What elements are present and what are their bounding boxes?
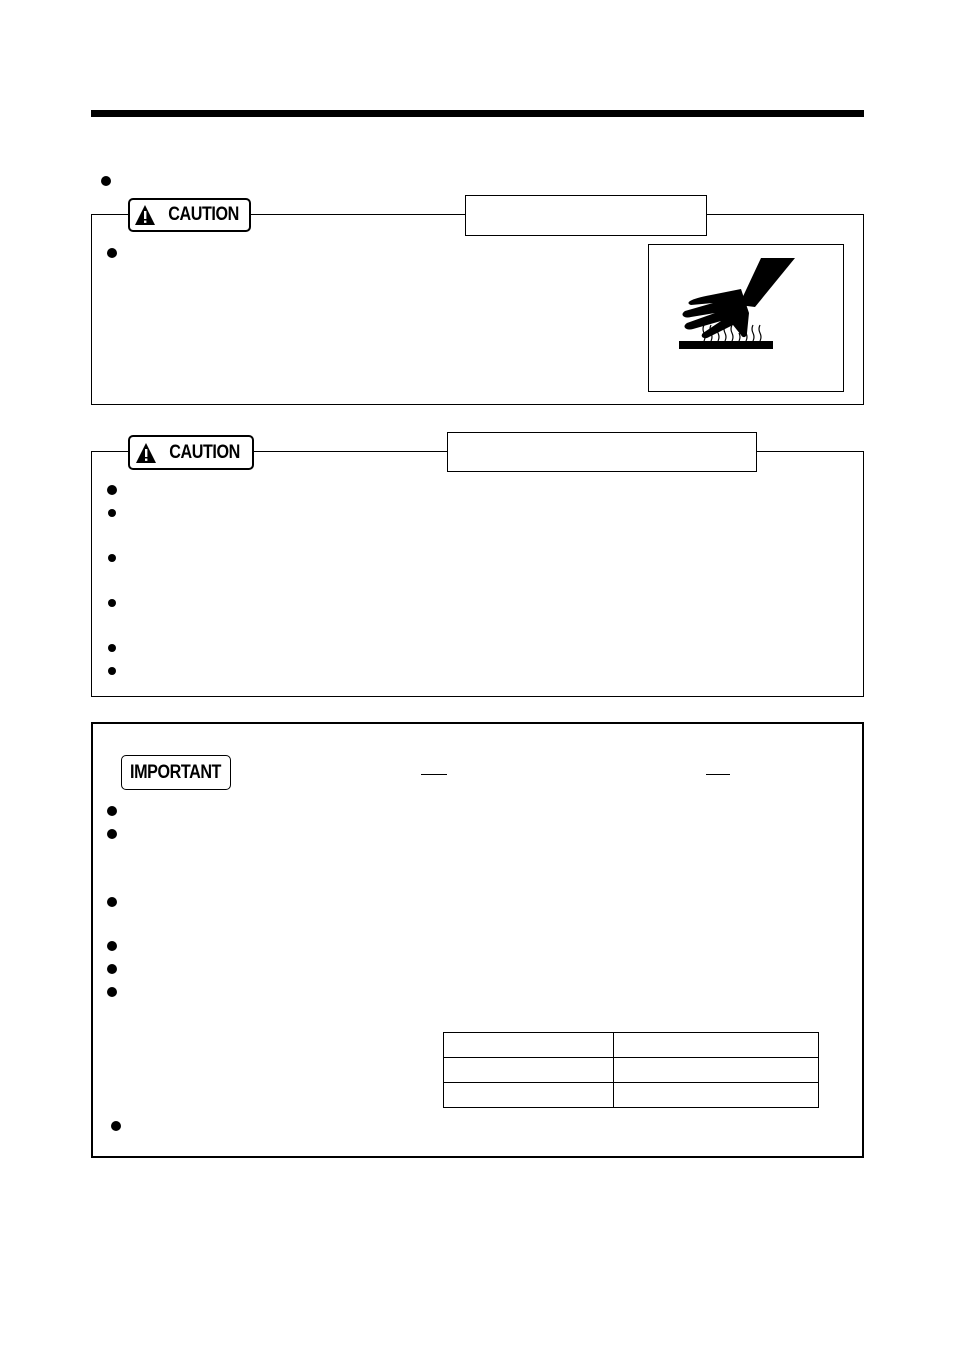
caution-heading-box xyxy=(447,432,757,472)
table-cell xyxy=(444,1058,614,1083)
bullet xyxy=(107,485,117,495)
bullet xyxy=(108,667,116,675)
hot-surface-hand-icon xyxy=(649,245,843,391)
warning-triangle-icon xyxy=(134,204,156,226)
warning-triangle-icon xyxy=(135,442,157,464)
bullet xyxy=(101,176,111,186)
caution-label: CAUTION xyxy=(169,441,241,463)
hot-surface-symbol-frame xyxy=(648,244,844,392)
table-row xyxy=(444,1083,819,1108)
header-rule xyxy=(91,110,864,117)
spec-table xyxy=(443,1032,819,1108)
caution-box-2 xyxy=(91,451,864,697)
bullet xyxy=(107,806,117,816)
table-cell xyxy=(614,1083,819,1108)
bullet xyxy=(107,897,117,907)
table-cell xyxy=(614,1033,819,1058)
bullet xyxy=(111,1121,121,1131)
caution-label: CAUTION xyxy=(168,204,239,225)
bullet xyxy=(108,554,116,562)
bullet xyxy=(107,829,117,839)
caution-heading-box xyxy=(465,195,707,236)
table-cell xyxy=(444,1083,614,1108)
table-row xyxy=(444,1033,819,1058)
bullet xyxy=(107,248,117,258)
bullet xyxy=(108,644,116,652)
bullet xyxy=(108,509,116,517)
table-row xyxy=(444,1058,819,1083)
bullet xyxy=(107,987,117,997)
table-cell xyxy=(444,1033,614,1058)
important-tag xyxy=(121,755,231,790)
table-cell xyxy=(614,1058,819,1083)
bullet xyxy=(108,599,116,607)
bullet xyxy=(107,964,117,974)
important-label: IMPORTANT xyxy=(130,761,222,783)
bullet xyxy=(107,941,117,951)
caution-tag xyxy=(128,435,254,470)
underline-mark xyxy=(421,774,447,775)
underline-mark xyxy=(706,774,730,775)
caution-tag xyxy=(128,198,251,232)
